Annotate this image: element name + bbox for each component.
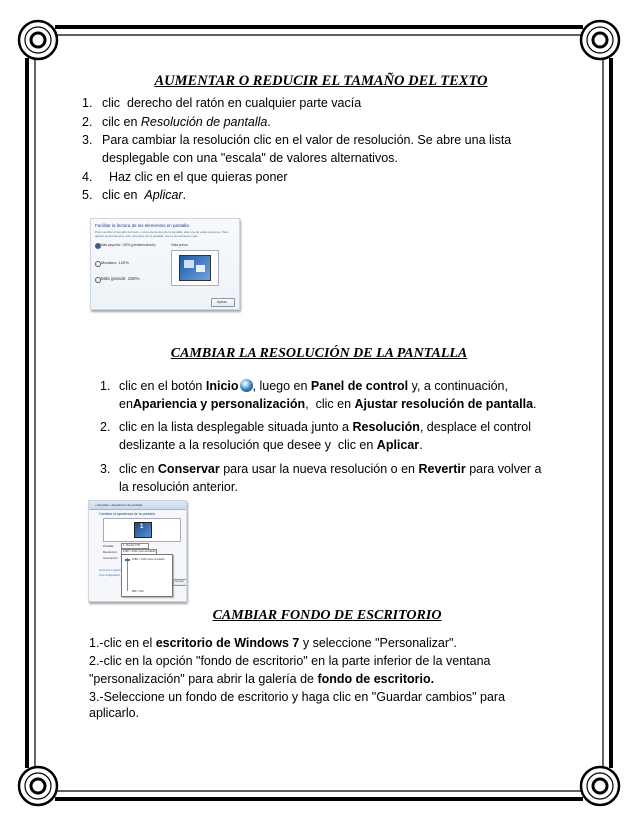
bg-line-3 xyxy=(89,670,434,688)
appearance-label: Apariencia y personalización xyxy=(132,397,306,411)
bg-text: 1.-clic en el xyxy=(89,636,156,650)
shot-title: Cambiar la apariencia de la pantalla xyxy=(99,512,155,516)
step-4 xyxy=(82,168,582,186)
apply-button[interactable] xyxy=(211,298,235,307)
section1-title: AUMENTAR O REDUCIR EL TAMAÑO DEL TEXTO xyxy=(154,73,488,89)
enlarge-text-link[interactable]: Aumentar o reducir xyxy=(99,569,122,572)
step-number: 2. xyxy=(82,115,93,129)
step-text: Haz clic en el que quieras poner xyxy=(102,170,288,184)
corner-ornament-bl xyxy=(19,767,57,805)
shot-desc-1: Para cambiar el tamaño del texto y otros elementos de la pantalla, elija una de estas opciones. Para xyxy=(95,230,229,234)
step-number: 2. xyxy=(100,420,111,434)
adjust-resolution-label: Ajustar resolución de pantalla xyxy=(354,397,534,411)
step-text-cont: la resolución anterior. xyxy=(119,480,238,494)
step-emphasis: Resolución de pantalla xyxy=(140,115,268,129)
text-size-screenshot xyxy=(90,218,240,310)
bg-text: y seleccione "Personalizar". xyxy=(299,636,457,650)
shot-breadcrumb: « Pantalla » Resolución de pantalla xyxy=(95,503,143,507)
step-emphasis: Aplicar xyxy=(144,188,183,202)
step-text: clic derecho del ratón en cualquier parte vacía xyxy=(102,96,362,110)
control-panel-label: Panel de control xyxy=(310,379,409,393)
step-1 xyxy=(100,377,560,411)
bg-windows-label: escritorio de Windows 7 xyxy=(155,636,300,650)
step-number: 4. xyxy=(82,170,93,184)
resolution-value: 1280 × 1024 (recomendado) xyxy=(123,550,156,553)
apply-label: Aplicar xyxy=(376,438,420,452)
bg-line-1 xyxy=(89,634,457,652)
step-1 xyxy=(82,94,582,112)
corner-ornament-tl xyxy=(19,21,57,59)
preview-label: Vista previa xyxy=(171,243,188,247)
resolution-label: Resolución: xyxy=(103,550,118,554)
step-text: clic en xyxy=(102,188,145,202)
revert-label: Revertir xyxy=(418,462,466,476)
apply-button-label: Aplicar xyxy=(217,300,227,304)
cancel-button-label: Cancelar xyxy=(174,581,184,583)
section3-title: CAMBIAR FONDO DE ESCRITORIO xyxy=(212,608,442,623)
list-option-top: 1280 × 1024 (recomendado) xyxy=(132,558,165,561)
step-3 xyxy=(100,460,560,494)
list-option-bottom: 800 × 600 xyxy=(132,590,144,593)
resolution-slider-track[interactable] xyxy=(127,558,128,591)
monitor-preview: 1 xyxy=(103,518,181,542)
step-text: , desplace el control xyxy=(419,420,532,434)
step-text: para volver a xyxy=(465,462,542,476)
resolution-screenshot xyxy=(88,500,187,602)
resolution-slider-thumb[interactable] xyxy=(125,559,130,561)
step-number: 3. xyxy=(82,133,93,147)
step-text-cont: desplegable con una "escala" de valores alternativos. xyxy=(102,151,398,165)
display-label: Pantalla: xyxy=(103,544,114,548)
step-text: clic en la lista desplegable situada junto a xyxy=(119,420,353,434)
step-number: 5. xyxy=(82,188,93,202)
bg-gallery-label: fondo de escritorio. xyxy=(317,672,435,686)
shot-title: Facilitar la lectura de los elementos en pantalla xyxy=(95,223,189,228)
radio-label: Mediano: 125% xyxy=(101,260,129,265)
step-text: deslizante a la resolución que desee y clic en xyxy=(119,438,377,452)
radio-label: Más pequeño: 100% (predeterminado) xyxy=(101,243,156,247)
preview-image xyxy=(171,250,219,286)
settings-link[interactable]: Qué configuración xyxy=(99,574,121,577)
bg-text: "personalización" para abrir la galería de xyxy=(89,672,318,686)
step-2 xyxy=(82,113,582,131)
step-text-end: . xyxy=(182,188,187,202)
step-text: , luego en xyxy=(252,379,311,393)
step-text: clic en xyxy=(119,462,158,476)
step-number: 3. xyxy=(100,462,111,476)
bg-line-5: aplicarlo. xyxy=(89,706,140,720)
step-text: para usar la nueva resolución o en xyxy=(219,462,419,476)
corner-ornament-tr xyxy=(581,21,619,59)
step-text: y, a continuación, xyxy=(408,379,508,393)
step-5 xyxy=(82,186,582,204)
windows-start-orb-icon xyxy=(240,379,253,392)
step-text: Para cambiar la resolución clic en el valor de resolución. Se abre una lista xyxy=(102,133,512,147)
step-text: en xyxy=(119,397,133,411)
corner-ornament-br xyxy=(581,767,619,805)
step-number: 1. xyxy=(100,379,111,393)
section2-title: CAMBIAR LA RESOLUCIÓN DE LA PANTALLA xyxy=(170,346,468,361)
step-2 xyxy=(100,418,560,452)
step-text-end: . xyxy=(533,397,537,411)
step-text: clic en el botón xyxy=(119,379,206,393)
resolution-label: Resolución xyxy=(352,420,420,434)
resolution-dropdown-list[interactable] xyxy=(121,554,173,597)
step-text: , clic en xyxy=(305,397,355,411)
shot-address-bar xyxy=(89,501,186,510)
bg-line-2: 2.-clic en la opción "fondo de escritorio" en la parte inferior de la ventana xyxy=(89,654,491,668)
keep-label: Conservar xyxy=(157,462,220,476)
start-label: Inicio xyxy=(205,379,239,393)
step-text: cilc en xyxy=(102,115,141,129)
display-value: 1. Monitor PnP xyxy=(123,544,141,547)
cancel-button[interactable] xyxy=(173,579,187,586)
step-number: 1. xyxy=(82,96,93,110)
bg-line-4: 3.-Seleccione un fondo de escritorio y haga clic en "Guardar cambios" para xyxy=(89,690,506,704)
step-text-end: . xyxy=(267,115,271,129)
shot-desc-2: aplicar temporalmente sólo una parte de la pantalla, use la herramienta Lupa. xyxy=(95,234,199,238)
orientation-label: Orientación: xyxy=(103,556,119,560)
radio-label: Más grande: 150% xyxy=(101,276,140,281)
step-text-end: . xyxy=(419,438,423,452)
step-3 xyxy=(82,131,592,165)
